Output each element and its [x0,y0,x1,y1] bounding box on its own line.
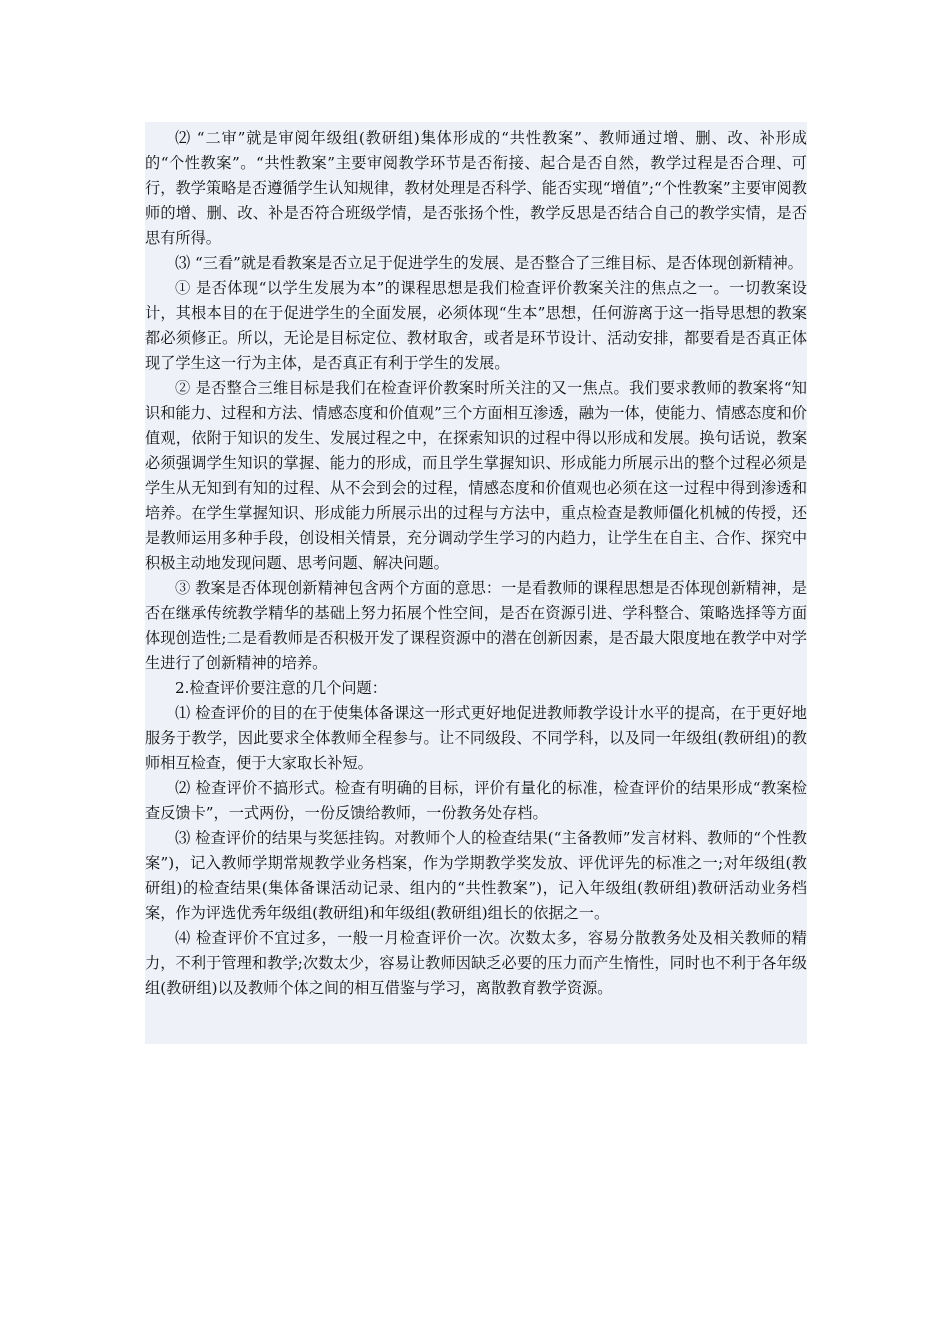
paragraph-point-1: ① 是否体现“以学生发展为本”的课程思想是我们检查评价教案关注的焦点之一。一切教案设计，其根本目的在于促进学生的全面发展，必须体现“生本”思想，任何游离于这一指导思想的教案都必须修正。所以，无论是目标定位、教材取舍，或者是环节设计、活动安排，都要看是否真正体现了学生这一行为主体，是否真正有利于学生的发展。 [145,279,807,372]
paragraph-point-3: ③ 教案是否体现创新精神包含两个方面的意思：一是看教师的课程思想是否体现创新精神，是否在继承传统教学精华的基础上努力拓展个性空间，是否在资源引进、学科整合、策略选择等方面体现创造性;二是看教师是否积极开发了课程资源中的潜在创新因素，是否最大限度地在教学中对学生进行了创新精神的培养。 [145,579,807,672]
paragraph-issue-2: ⑵ 检查评价不搞形式。检查有明确的目标，评价有量化的标准，检查评价的结果形成“教案检查反馈卡”，一式两份，一份反馈给教师，一份教务处存档。 [145,779,807,822]
document-body [145,122,807,1044]
paragraph-second-review: ⑵ “二审”就是审阅年级组(教研组)集体形成的“共性教案”、教师通过增、删、改、补形成的“个性教案”。“共性教案”主要审阅教学环节是否衔接、起合是否自然，教学过程是否合理、可行，教学策略是否遵循学生认知规律，教材处理是否科学、能否实现“增值”;“个性教案”主要审阅教师的增、删、改、补是否符合班级学情，是否张扬个性，教学反思是否结合自己的教学实情，是否思有所得。 [145,129,807,247]
paragraph-issue-1: ⑴ 检查评价的目的在于使集体备课这一形式更好地促进教师教学设计水平的提高，在于更好地服务于教学，因此要求全体教师全程参与。让不同级段、不同学科，以及同一年级组(教研组)的教师相互检查，便于大家取长补短。 [145,704,807,772]
paragraph-third-look: ⑶ “三看”就是看教案是否立足于促进学生的发展、是否整合了三维目标、是否体现创新精神。 [175,254,803,272]
paragraph-issue-4: ⑷ 检查评价不宜过多，一般一月检查评价一次。次数太多，容易分散教务处及相关教师的精力，不利于管理和教学;次数太少，容易让教师因缺乏必要的压力而产生惰性，同时也不利于各年级组(教研组)以及教师个体之间的相互借鉴与学习，离散教育教学资源。 [145,929,807,997]
paragraph-issue-3: ⑶ 检查评价的结果与奖惩挂钩。对教师个人的检查结果(“主备教师”发言材料、教师的“个性教案”)，记入教师学期常规教学业务档案，作为学期教学奖发放、评优评先的标准之一;对年级组(教研组)的检查结果(集体备课活动记录、组内的“共性教案”)，记入年级组(教研组)教研活动业务档案，作为评选优秀年级组(教研组)和年级组(教研组)组长的依据之一。 [145,829,807,922]
paragraph-point-2: ② 是否整合三维目标是我们在检查评价教案时所关注的又一焦点。我们要求教师的教案将“知识和能力、过程和方法、情感态度和价值观”三个方面相互渗透，融为一体，使能力、情感态度和价值观，依附于知识的发生、发展过程之中，在探索知识的过程中得以形成和发展。换句话说，教案必须强调学生知识的掌握、能力的形成，而且学生掌握知识、形成能力所展示出的整个过程必须是学生从无知到有知的过程、从不会到会的过程，情感态度和价值观也必须在这一过程中得到渗透和培养。在学生掌握知识、形成能力所展示出的过程与方法中，重点检查是教师僵化机械的传授，还是教师运用多种手段，创设相关情景，充分调动学生学习的内趋力，让学生在自主、合作、探究中积极主动地发现问题、思考问题、解决问题。 [145,379,807,572]
section-heading-issues: 2.检查评价要注意的几个问题： [175,679,387,697]
